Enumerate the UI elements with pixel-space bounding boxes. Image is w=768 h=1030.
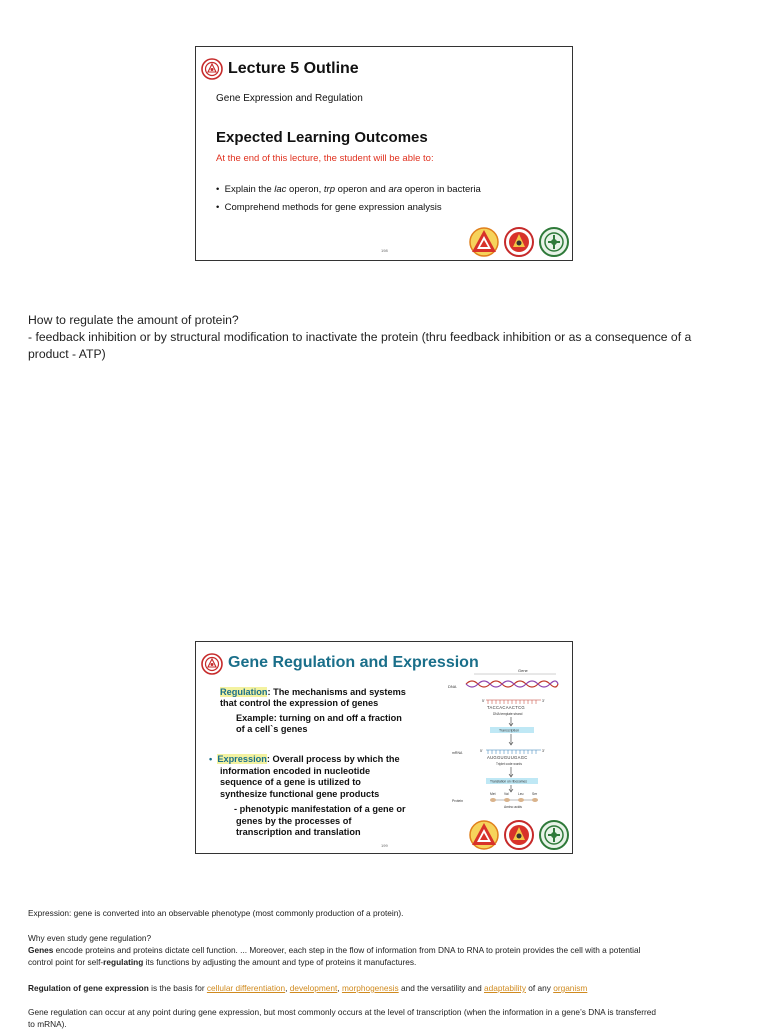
university-logo-icon	[201, 58, 223, 80]
university-logo-icon	[201, 653, 223, 675]
pheno-text: genes by the processes of	[236, 815, 352, 826]
bullet-operons: • Explain the lac operon, trp operon and ara operon in bacteria	[216, 184, 481, 195]
regulation-term: Regulation	[220, 687, 268, 697]
notes-line-2: - feedback inhibition or by structural modification to inactivate the protein (thru feedback inhibition or as a consequence of a	[28, 330, 692, 344]
three-prime-label: 3'	[542, 749, 545, 753]
bullet-dot: •	[209, 754, 213, 764]
link-adaptability[interactable]: adaptability	[484, 983, 526, 993]
bullet-italic: lac	[274, 184, 287, 195]
five-prime-label: 5'	[482, 699, 485, 703]
mrna-sequence: AUGGUGUUGAGC	[487, 755, 528, 760]
doc-why-study	[28, 932, 744, 968]
bullet-italic: trp	[323, 184, 336, 195]
doc-text: is the basis for	[148, 983, 207, 993]
doc-text: of any	[525, 983, 554, 993]
doc-text: to mRNA).	[28, 1019, 67, 1029]
expression-term: Expression	[217, 754, 267, 764]
notes-line-3: product - ATP)	[28, 347, 106, 361]
link-development[interactable]: development	[289, 983, 338, 993]
pheno-text: - phenotypic manifestation of a gene or	[234, 804, 406, 814]
example-text: Example: turning on and off a fraction	[236, 713, 402, 723]
bold-term: Regulation of gene expression	[28, 983, 149, 993]
amino-acid-val: Val	[504, 792, 509, 796]
university-seal-icon	[504, 227, 534, 257]
phenotypic-note	[234, 804, 406, 839]
bullet-text: Explain the	[224, 184, 275, 195]
gene-regulation-slide	[195, 641, 573, 854]
university-seal-icon	[504, 820, 534, 850]
amino-acids-label: Amino acids	[504, 805, 522, 809]
page-number: 199	[381, 843, 388, 848]
doc-text: its functions by adjusting the amount and type of proteins it manufactures.	[143, 957, 417, 967]
doc-expression-line: Expression: gene is converted into an observable phenotype (most commonly production of a protein).	[28, 908, 404, 918]
expression-definition	[209, 754, 400, 800]
bullet-italic: ara	[388, 184, 403, 195]
bullet-text: operon in bacteria	[402, 184, 481, 195]
college-logo-triangle-icon	[469, 820, 499, 850]
link-cellular-differentiation[interactable]: cellular differentiation	[206, 983, 286, 993]
definition-text: information encoded in nucleotide	[220, 765, 371, 776]
doc-regulation-basis	[28, 982, 744, 994]
doc-text: encode proteins and proteins dictate cell function. ... Moreover, each step in the flow of information from DNA to RNA to protein provides the cell with a potential	[53, 945, 641, 955]
mrna-label: mRNA	[452, 751, 463, 755]
definition-text: : The mechanisms and systems	[267, 687, 406, 697]
amino-acid-leu: Leu	[518, 792, 524, 796]
transcription-label: Transcription	[499, 728, 520, 733]
college-logo-triangle-icon	[469, 227, 499, 257]
five-prime-label: 5'	[480, 749, 483, 753]
regulation-definition	[220, 687, 406, 709]
gene-expression-diagram	[446, 666, 564, 814]
bold-term: Genes	[28, 945, 54, 955]
doc-text: and the versatility and	[398, 983, 484, 993]
translation-label: Translation on ribosomes	[490, 779, 527, 784]
template-sequence: TACCACAACTCG	[487, 705, 525, 710]
template-strand-label: DNA template strand	[493, 712, 523, 716]
example-text: of a cell`s genes	[236, 724, 308, 734]
doc-control-line	[28, 956, 744, 968]
slide-title: Gene Regulation and Expression	[228, 654, 479, 671]
bullet-text: operon and	[335, 184, 389, 195]
department-seal-icon	[539, 820, 569, 850]
page-number: 198	[381, 248, 388, 253]
doc-text: control point for self-	[28, 957, 104, 967]
definition-text: sequence of a gene is utilized to	[220, 777, 361, 787]
link-morphogenesis[interactable]: morphogenesis	[341, 983, 399, 993]
bullet-text: Comprehend methods for gene expression analysis	[224, 202, 442, 213]
doc-gene-regulation-point	[28, 1006, 744, 1030]
amino-acid-ser: Ser	[532, 792, 538, 796]
slide-intro: At the end of this lecture, the student will be able to:	[216, 153, 434, 164]
bold-term: regulating	[103, 957, 144, 967]
slide-subtitle: Gene Expression and Regulation	[216, 93, 363, 104]
definition-text: : Overall process by which the	[266, 754, 400, 764]
gene-label: Gene	[518, 668, 528, 673]
pheno-text: transcription and translation	[236, 827, 361, 837]
doc-text: ,	[337, 983, 342, 993]
doc-genes-line	[28, 944, 744, 956]
codon-label: Triplet code words	[496, 762, 522, 766]
dna-label: DNA	[448, 684, 457, 689]
doc-text: ,	[285, 983, 290, 993]
amino-acid-met: Met	[490, 792, 496, 796]
doc-question: Why even study gene regulation?	[28, 933, 152, 943]
lecture-outline-slide	[195, 46, 573, 261]
bullet-methods: • Comprehend methods for gene expression analysis	[216, 202, 442, 213]
protein-label: Protein	[452, 799, 464, 803]
link-organism[interactable]: organism	[553, 983, 588, 993]
department-seal-icon	[539, 227, 569, 257]
doc-text: Gene regulation can occur at any point during gene expression, but most commonly occurs at the level of transcription (when the information in a gene’s DNA is transferred	[28, 1007, 656, 1017]
definition-text: that control the expression of genes	[220, 698, 379, 708]
notes-line-1: How to regulate the amount of protein?	[28, 313, 239, 327]
bullet-text: operon,	[286, 184, 324, 195]
definition-text: synthesize functional gene products	[220, 788, 380, 799]
slide-title: Lecture 5 Outline	[228, 60, 359, 77]
slide-heading: Expected Learning Outcomes	[216, 129, 428, 146]
three-prime-label: 3'	[542, 699, 545, 703]
regulation-example	[236, 713, 402, 735]
